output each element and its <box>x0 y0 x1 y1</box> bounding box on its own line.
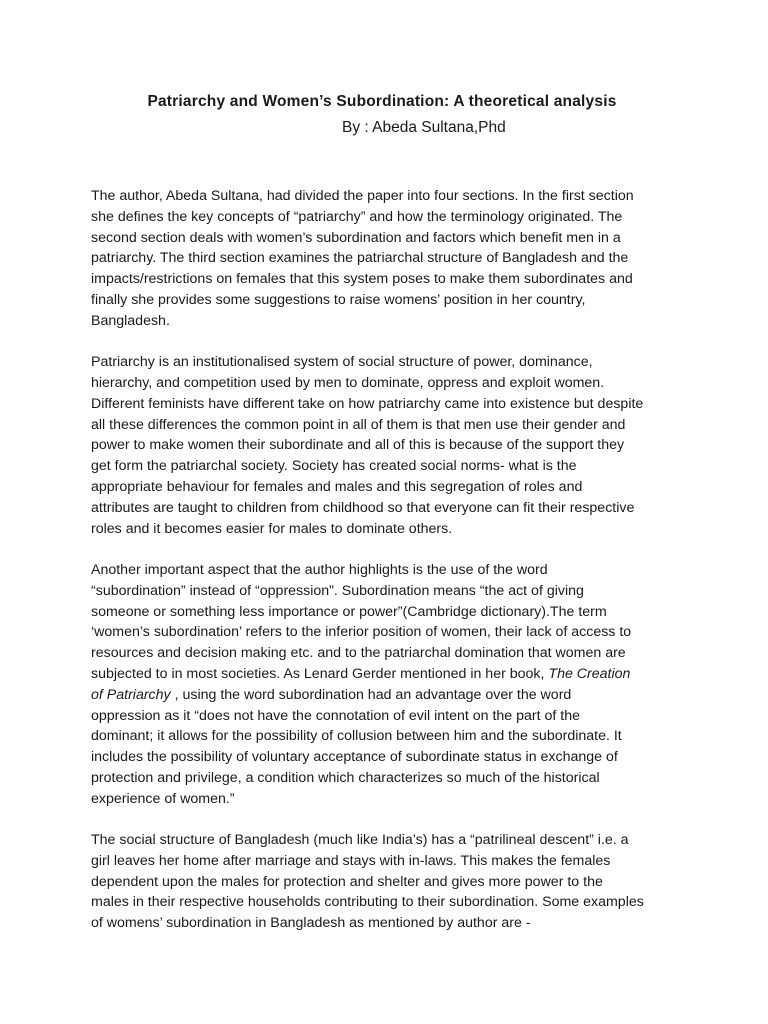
document-title <box>0 93 768 111</box>
text-line: hierarchy, and competition used by men to dominate, oppress and exploit women. <box>91 374 605 391</box>
text-line: oppression as it “does not have the connotation of evil intent on the part of the <box>91 707 581 724</box>
text-line: get form the patriarchal society. Society has created social norms- what is the <box>91 458 577 475</box>
text-line: The author, Abeda Sultana, had divided the paper into four sections. In the first section <box>91 188 634 204</box>
text-line: includes the possibility of voluntary acceptance of subordinate status in exchange of <box>91 749 618 766</box>
document-byline: By : Abeda Sultana,Phd <box>342 119 506 136</box>
text-line: all these differences the common point in all of them is that men use their gender and <box>91 416 626 433</box>
text-line: impacts/restrictions on females that this system poses to make them subordinates and <box>91 271 633 288</box>
text-line: finally she provides some suggestions to raise womens’ position in her country, <box>91 291 586 308</box>
paragraph-2 <box>91 352 691 539</box>
text-line: ‘women’s subordination’ refers to the inferior position of women, their lack of access to <box>91 624 632 641</box>
text-line: protection and privilege, a condition which characterizes so much of the historical <box>91 769 600 786</box>
text-fragment: , using the word subordination had an advantage over the word <box>170 686 572 703</box>
text-line: experience of women.” <box>91 790 235 807</box>
paragraph-1 <box>91 186 691 332</box>
text-line: of womens’ subordination in Bangladesh as mentioned by author are - <box>91 915 531 932</box>
text-line: resources and decision making etc. and to the patriarchal domination that women are <box>91 645 626 662</box>
text-line: Patriarchy is an institutionalised system of social structure of power, dominance, <box>91 354 593 371</box>
text-line: dominant; it allows for the possibility of collusion between him and the subordinate. It <box>91 728 622 745</box>
text-line: patriarchy. The third section examines the patriarchal structure of Bangladesh and the <box>91 250 629 267</box>
text-line-with-book-title <box>91 664 691 685</box>
paragraph-3 <box>91 560 691 810</box>
text-line: The social structure of Bangladesh (much like India’s) has a “patrilineal descent” i.e. a <box>91 832 629 849</box>
text-line: she defines the key concepts of “patriarchy” and how the terminology originated. The <box>91 208 623 225</box>
text-line: “subordination” instead of “oppression”. Subordination means “the act of giving <box>91 582 584 599</box>
text-line: power to make women their subordinate and all of this is because of the support they <box>91 437 625 454</box>
text-line: appropriate behaviour for females and males and this segregation of roles and <box>91 478 583 495</box>
text-line: dependent upon the males for protection and shelter and gives more power to the <box>91 873 603 890</box>
text-line-with-book-title <box>91 685 691 706</box>
text-line: girl leaves her home after marriage and stays with in-laws. This makes the females <box>91 852 611 869</box>
document-title-text: Patriarchy and Women’s Subordination: A theoretical analysis <box>147 93 617 110</box>
text-line: second section deals with women’s subordination and factors which benefit men in a <box>91 229 621 246</box>
text-line: someone or something less importance or power”(Cambridge dictionary).The term <box>91 603 607 620</box>
text-line: attributes are taught to children from childhood so that everyone can fit their respective <box>91 499 635 516</box>
paragraph-4 <box>91 830 691 934</box>
text-line: males in their respective households contributing to their subordination. Some examples <box>91 894 644 911</box>
text-line: Another important aspect that the author highlights is the use of the word <box>91 561 548 578</box>
document-body <box>91 186 691 955</box>
text-line: Bangladesh. <box>91 312 170 329</box>
text-line: Different feminists have different take on how patriarchy came into existence but despite <box>91 395 644 412</box>
book-title: of Patriarchy <box>91 686 171 703</box>
text-line: roles and it becomes easier for males to dominate others. <box>91 520 453 537</box>
text-fragment: subjected to in most societies. As Lenard Gerder mentioned in her book, <box>91 665 549 682</box>
book-title: The Creation <box>548 665 631 682</box>
